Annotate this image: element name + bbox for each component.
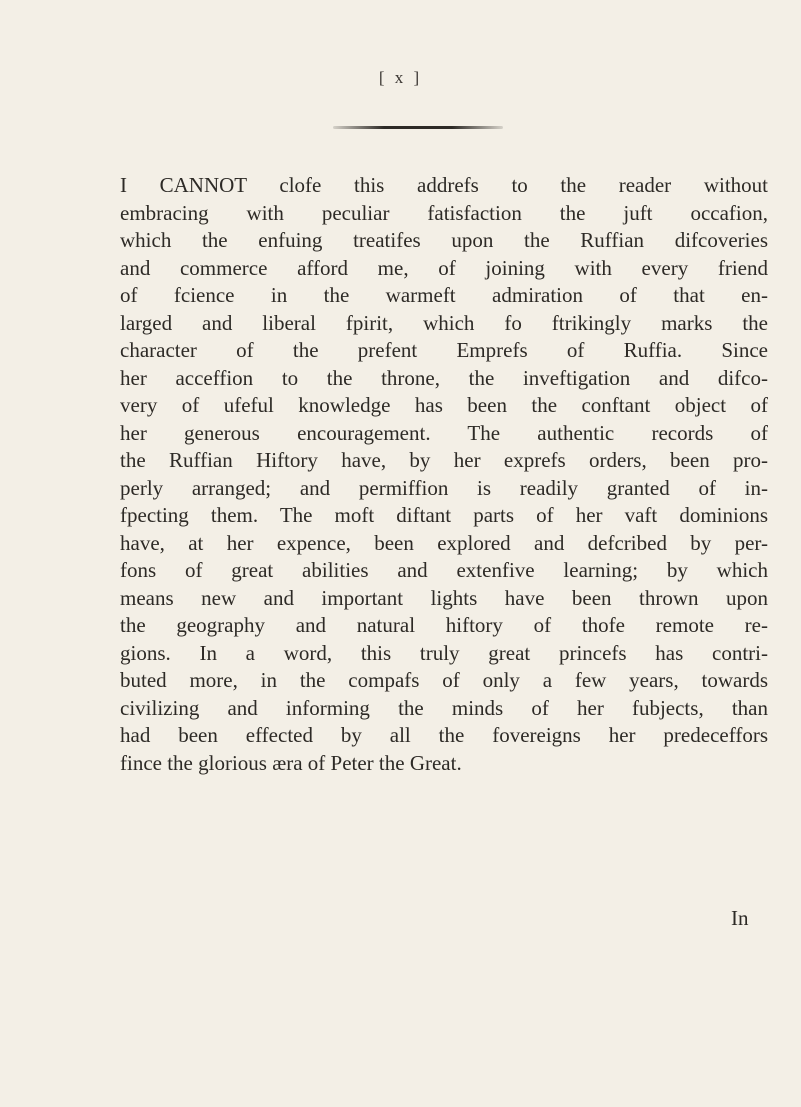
text-line: the Ruffian Hiftory have, by her exprefs orders, been pro- [120, 448, 768, 472]
text-line: fpecting them. The moft diftant parts of her vaft dominions [120, 503, 768, 527]
text-line: buted more, in the compafs of only a few years, towards [120, 668, 768, 692]
text-line: embracing with peculiar fatisfaction the juft occafion, [120, 200, 768, 225]
text-line: have, at her expence, been explored and defcribed by per- [120, 530, 768, 555]
text-line: character of the prefent Emprefs of Ruffia. Since [120, 338, 768, 362]
text-line: perly arranged; and permiffion is readily granted of in- [120, 475, 768, 500]
text-line: very of ufeful knowledge has been the conftant object of [120, 393, 768, 417]
page-number: [ x ] [378, 68, 423, 87]
text-line: gions. In a word, this truly great princefs has contri- [120, 640, 768, 665]
text-line: her acceffion to the throne, the inveftigation and difco- [120, 365, 768, 390]
text-line: which the enfuing treatifes upon the Ruffian difcoveries [120, 228, 768, 252]
text-line: the geography and natural hiftory of thofe remote re- [120, 613, 768, 637]
text-line: fons of great abilities and extenfive learning; by which [120, 558, 768, 582]
text-line: had been effected by all the fovereigns her predeceffors [120, 723, 768, 747]
text-line: and commerce afford me, of joining with every friend [120, 255, 768, 280]
text-line: means new and important lights have been thrown upon [120, 585, 768, 610]
catchword: In [731, 906, 749, 930]
text-line: civilizing and informing the minds of her fubjects, than [120, 695, 768, 720]
header-rule [333, 126, 503, 129]
text-line: fince the glorious æra of Peter the Great. [120, 750, 462, 775]
text-line: larged and liberal fpirit, which fo ftrikingly marks the [120, 310, 768, 335]
text-line: I CANNOT clofe this addrefs to the reader without [120, 173, 768, 197]
text-line: of fcience in the warmeft admiration of that en- [120, 283, 768, 307]
body-paragraph [120, 172, 768, 777]
text-line: her generous encouragement. The authentic records of [120, 420, 768, 445]
